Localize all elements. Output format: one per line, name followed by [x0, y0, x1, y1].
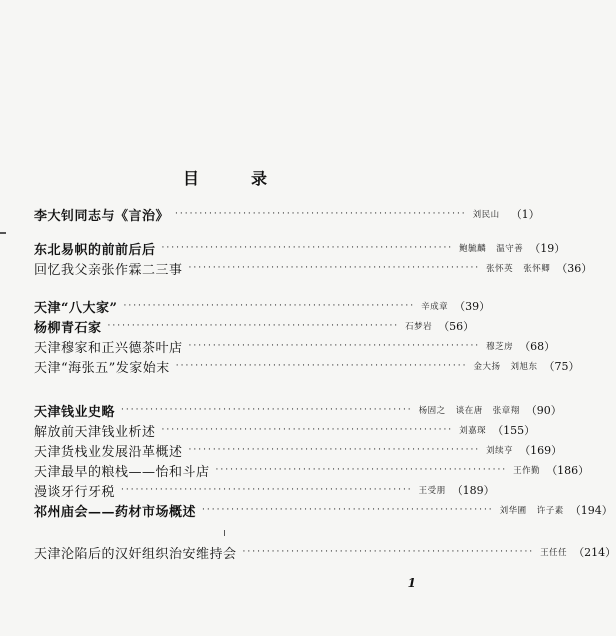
toc-leader-dots: ···························································· — [161, 425, 454, 435]
toc-entry — [34, 296, 491, 316]
toc-leader-dots: ···························································· — [123, 301, 416, 311]
toc-entry-title: 回忆我父亲张作霖二三事 — [34, 262, 183, 278]
toc-entry-authors — [419, 404, 520, 416]
toc-entry-title: 天津“海张五”发家始末 — [34, 360, 170, 376]
toc-entry-authors — [500, 504, 564, 516]
toc-entry-author: 张怀英 — [486, 264, 514, 274]
toc-entry-author: 鲍毓麟 — [459, 244, 487, 254]
toc-leader-dots: ···························································· — [188, 263, 481, 273]
toc-entry-author: 刘嘉琛 — [459, 426, 487, 436]
toc-entry — [34, 336, 556, 356]
toc-entry-title: 李大钊同志与《言治》 — [34, 208, 170, 224]
toc-entry-page: （214） — [573, 546, 616, 559]
toc-entry-page: （1） — [510, 208, 540, 221]
toc-entry-author: 王受朋 — [418, 486, 446, 496]
toc-entry-author: 许子素 — [536, 506, 564, 516]
toc-entry-authors — [540, 546, 567, 558]
toc-entry — [34, 542, 616, 562]
toc-entry-author: 张章翔 — [492, 406, 520, 416]
toc-entry-authors — [459, 242, 523, 254]
toc-entry-page: （36） — [556, 262, 593, 275]
page-number: 1 — [407, 576, 416, 590]
toc-title: 目 录 — [182, 169, 285, 188]
toc-entry — [34, 420, 536, 440]
toc-entry — [34, 480, 495, 500]
toc-leader-dots: ···························································· — [107, 321, 400, 331]
toc-entry-authors — [513, 464, 540, 476]
toc-entry — [34, 400, 562, 420]
toc-entry-page: （75） — [543, 360, 580, 373]
toc-entry-page: （68） — [519, 340, 556, 353]
toc-entry — [34, 238, 566, 258]
toc-leader-dots: ···························································· — [121, 485, 413, 495]
toc-entry-title: 祁州庙会——药材市场概述 — [34, 504, 197, 520]
toc-leader-dots: ···························································· — [242, 547, 535, 557]
scan-speck — [0, 232, 6, 234]
toc-entry-authors — [419, 484, 446, 496]
toc-entry-author: 张怀卿 — [523, 264, 551, 274]
toc-entry-page: （186） — [546, 464, 590, 477]
toc-entry — [34, 500, 613, 520]
toc-leader-dots: ···························································· — [161, 243, 454, 253]
toc-leader-dots: ···························································· — [175, 361, 468, 371]
toc-entry-author: 金大扬 — [473, 362, 501, 372]
toc-entry-authors — [486, 262, 550, 274]
scan-speck — [224, 530, 225, 536]
toc-entry-author: 刘民山 — [472, 210, 500, 220]
toc-entry-title: 漫谈牙行牙税 — [34, 484, 116, 500]
toc-entry-page: （169） — [519, 444, 563, 457]
toc-entry-page: （155） — [492, 424, 536, 437]
toc-entry-author: 辛成章 — [421, 302, 449, 312]
toc-leader-dots: ···························································· — [188, 341, 481, 351]
toc-entry-author: 杨固之 — [418, 406, 446, 416]
toc-leader-dots: ···························································· — [188, 445, 481, 455]
toc-entry-title: 天津穆家和正兴德茶叶店 — [34, 340, 183, 356]
toc-entry-title: 东北易帜的前前后后 — [34, 242, 156, 258]
toc-entry — [34, 316, 475, 336]
toc-entry-page: （189） — [451, 484, 495, 497]
toc-entry — [34, 356, 580, 376]
toc-entry — [34, 258, 593, 278]
toc-entry — [34, 460, 590, 480]
toc-entry-title: 解放前天津钱业析述 — [34, 424, 156, 440]
toc-entry — [34, 440, 563, 460]
toc-entry-authors — [473, 208, 500, 220]
toc-entry-author: 穆芝房 — [486, 342, 514, 352]
toc-entry-title: 杨柳青石家 — [34, 320, 102, 336]
toc-entry-authors — [473, 360, 537, 372]
toc-leader-dots: ···························································· — [202, 505, 494, 515]
toc-entry-page: （90） — [525, 404, 562, 417]
toc-entry-author: 刘华圃 — [499, 506, 527, 516]
toc-leader-dots: ···························································· — [215, 465, 508, 475]
toc-entry-author: 谈在唐 — [455, 406, 483, 416]
toc-entry-title: 天津钱业史略 — [34, 404, 116, 420]
toc-entry-author: 温守善 — [496, 244, 524, 254]
toc-entry-page: （56） — [438, 320, 475, 333]
toc-entry — [34, 204, 540, 224]
toc-entry-page: （194） — [569, 504, 613, 517]
toc-entry-title: 天津货栈业发展沿革概述 — [34, 444, 183, 460]
toc-entry-title: 天津最早的粮栈——怡和斗店 — [34, 464, 210, 480]
toc-entry-authors — [486, 340, 513, 352]
toc-entry-title: 天津“八大家” — [34, 300, 118, 316]
toc-entry-author: 刘续亨 — [486, 446, 514, 456]
toc-entry-authors — [486, 444, 513, 456]
toc-entry-authors — [459, 424, 486, 436]
toc-entry-page: （19） — [529, 242, 566, 255]
toc-entry-author: 石梦岩 — [405, 322, 433, 332]
toc-entry-title: 天津沦陷后的汉奸组织治安维持会 — [34, 546, 237, 562]
toc-entry-page: （39） — [454, 300, 491, 313]
toc-entry-author: 刘旭东 — [510, 362, 538, 372]
toc-entry-author: 王作勤 — [513, 466, 541, 476]
toc-entry-authors — [421, 300, 448, 312]
toc-leader-dots: ···························································· — [121, 405, 413, 415]
toc-entry-author: 王任任 — [540, 548, 568, 558]
toc-entry-authors — [405, 320, 432, 332]
toc-leader-dots: ···························································· — [175, 209, 467, 219]
